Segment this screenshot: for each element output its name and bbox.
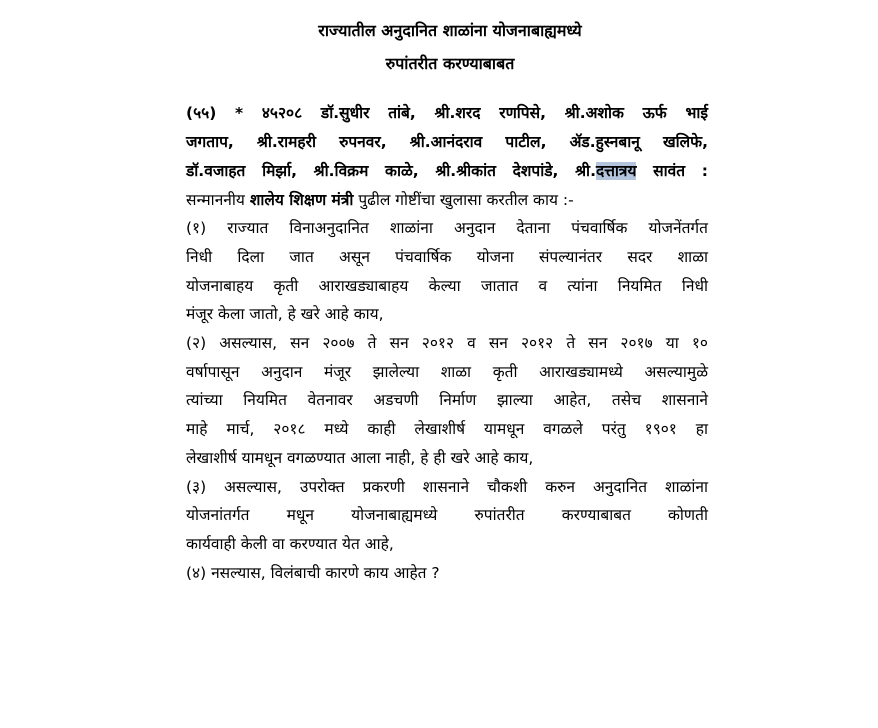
paragraph-line: योजनाबाहय कृती आराखड्याबाहय केल्या जातात व त्यांना नियमित निधी bbox=[186, 277, 708, 295]
paragraph-line: मंजूर केला जातो, हे खरे आहे काय, bbox=[186, 305, 384, 323]
paragraph-line: (४) नसल्यास, विलंबाची कारणे काय आहेत ? bbox=[186, 564, 440, 582]
paragraph-line: माहे मार्च, २०१८ मध्ये काही लेखाशीर्ष यामधून वगळले परंतु १९०१ हा bbox=[186, 420, 708, 438]
paragraph-line: (३) असल्यास, उपरोक्त प्रकरणी शासनाने चौकशी करुन अनुदानित शाळांना bbox=[186, 478, 708, 496]
question-header-line-1: (५५) * ४५२०८ डॉ.सुधीर तांबे, श्री.शरद रणपिसे, श्री.अशोक ऊर्फ भाई bbox=[186, 104, 708, 122]
header-line-3-start: डॉ.वजाहत मिर्झा, श्री.विक्रम काळे, श्री.श्रीकांत देशपांडे, श्री. bbox=[186, 162, 596, 180]
selected-text-highlight[interactable]: दत्तात्रय bbox=[595, 162, 637, 180]
minister-name: शालेय शिक्षण मंत्री bbox=[249, 191, 354, 209]
paragraph-line: त्यांच्या नियमित वेतनावर अडचणी निर्माण झाल्या आहेत, तसेच शासनाने bbox=[186, 391, 708, 409]
document-title-line-2: रुपांतरीत करण्याबाबत bbox=[385, 54, 515, 73]
document-title-line-1: राज्यातील अनुदानित शाळांना योजनाबाह्यमध्ये bbox=[318, 21, 582, 40]
header-line-3-end: सावंत : bbox=[636, 162, 709, 180]
intro-suffix: पुढील गोष्टींचा खुलासा करतील काय :- bbox=[353, 191, 574, 209]
intro-prefix: सन्माननीय bbox=[186, 191, 250, 209]
intro-line bbox=[186, 186, 708, 214]
paragraph-line: वर्षापासून अनुदान मंजूर झालेल्या शाळा कृती आराखड्यामध्ये असल्यामुळे bbox=[186, 363, 708, 381]
paragraph-line: योजनांतर्गत मधून योजनाबाह्यमध्ये रुपांतरीत करण्याबाबत कोणती bbox=[186, 506, 708, 524]
question-header-line-3 bbox=[186, 157, 708, 185]
question-header-line-2: जगताप, श्री.रामहरी रुपनवर, श्री.आनंदराव पाटील, ॲड.हुस्नबानू खलिफे, bbox=[186, 133, 708, 151]
paragraph-line: कार्यवाही केली वा करण्यात येत आहे, bbox=[186, 535, 394, 553]
paragraph-line: निधी दिला जात असून पंचवार्षिक योजना संपल्यानंतर सदर शाळा bbox=[186, 248, 708, 266]
paragraph-line: (१) राज्यात विनाअनुदानित शाळांना अनुदान देताना पंचवार्षिक योजनेंतर्गत bbox=[186, 219, 708, 237]
paragraph-line: लेखाशीर्ष यामधून वगळण्यात आला नाही, हे ही खरे आहे काय, bbox=[186, 449, 534, 467]
paragraph-line: (२) असल्यास, सन २००७ ते सन २०१२ व सन २०१२ ते सन २०१७ या १० bbox=[186, 334, 708, 352]
